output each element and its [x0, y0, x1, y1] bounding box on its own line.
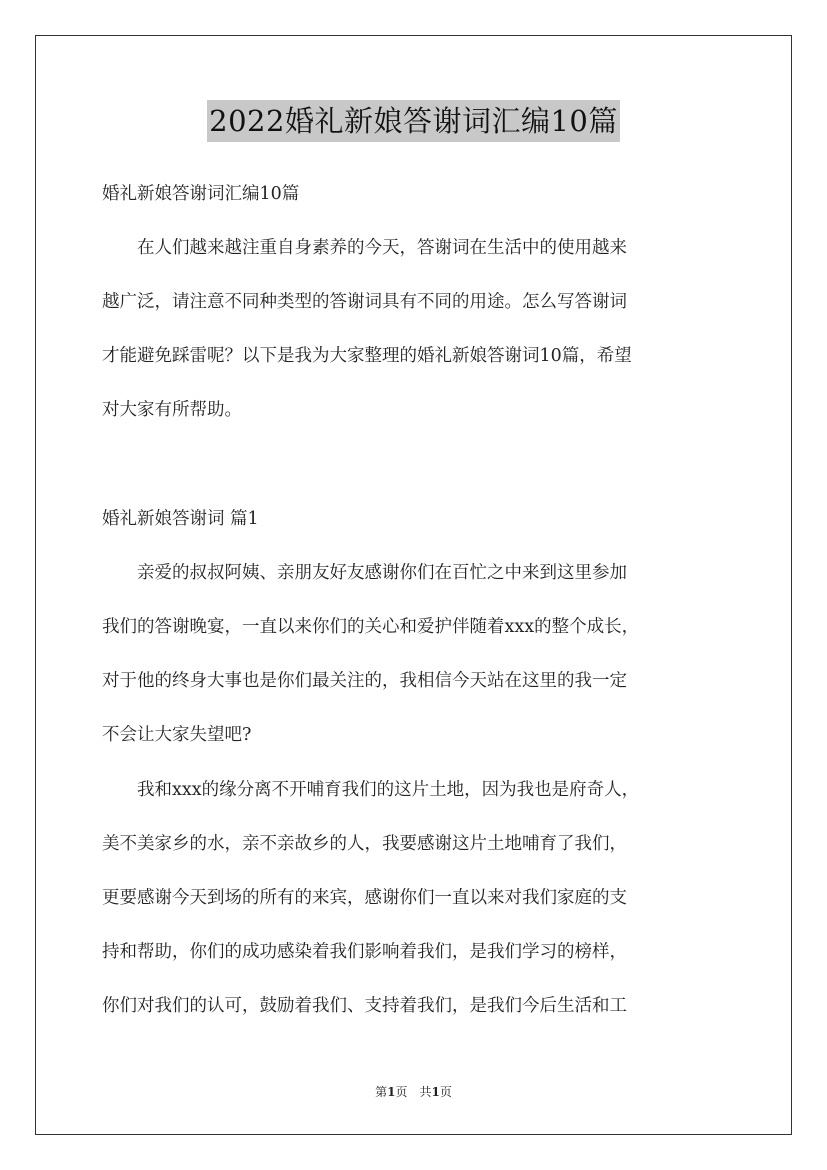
para2-line-5: 你们对我们的认可，鼓励着我们、支持着我们，是我们今后生活和工: [102, 996, 627, 1016]
section-heading: 婚礼新娘答谢词 篇1: [102, 509, 259, 529]
para2-line-3: 更要感谢今天到场的所有的来宾，感谢你们一直以来对我们家庭的支: [102, 888, 627, 908]
footer-page-prefix: 第: [375, 1085, 388, 1099]
document-title: 2022婚礼新娘答谢词汇编10篇: [207, 100, 620, 142]
para2-line-4: 持和帮助，你们的成功感染着我们影响着我们，是我们学习的榜样，: [102, 942, 627, 962]
intro-line-2: 越广泛，请注意不同种类型的答谢词具有不同的用途。怎么写答谢词: [102, 292, 627, 312]
intro-line-4: 对大家有所帮助。: [102, 400, 242, 420]
para1-line-4: 不会让大家失望吧?: [102, 725, 252, 745]
para1-line-1: 亲爱的叔叔阿姨、亲朋友好友感谢你们在百忙之中来到这里参加: [102, 563, 627, 583]
para2-line-1: 我和xxx的缘分离不开哺育我们的这片土地，因为我也是府奇人，: [102, 780, 640, 800]
intro-line-1: 在人们越来越注重自身素养的今天，答谢词在生活中的使用越来: [102, 238, 627, 258]
footer-page-suffix: 页: [439, 1085, 452, 1099]
para1-line-2: 我们的答谢晚宴，一直以来你们的关心和爱护伴随着xxx的整个成长，: [102, 617, 640, 637]
para2-line-2: 美不美家乡的水，亲不亲故乡的人，我要感谢这片土地哺育了我们，: [102, 834, 627, 854]
footer-page-total: 1: [431, 1085, 440, 1099]
page-footer: [0, 1083, 827, 1100]
footer-page-current: 1: [387, 1085, 396, 1099]
para1-line-3: 对于他的终身大事也是你们最关注的，我相信今天站在这里的我一定: [102, 671, 627, 691]
document-subtitle: 婚礼新娘答谢词汇编10篇: [102, 184, 300, 204]
title-container: [0, 100, 827, 142]
footer-page-mid: 页 共: [395, 1085, 432, 1099]
intro-line-3: 才能避免踩雷呢？以下是我为大家整理的婚礼新娘答谢词10篇，希望: [102, 346, 632, 366]
